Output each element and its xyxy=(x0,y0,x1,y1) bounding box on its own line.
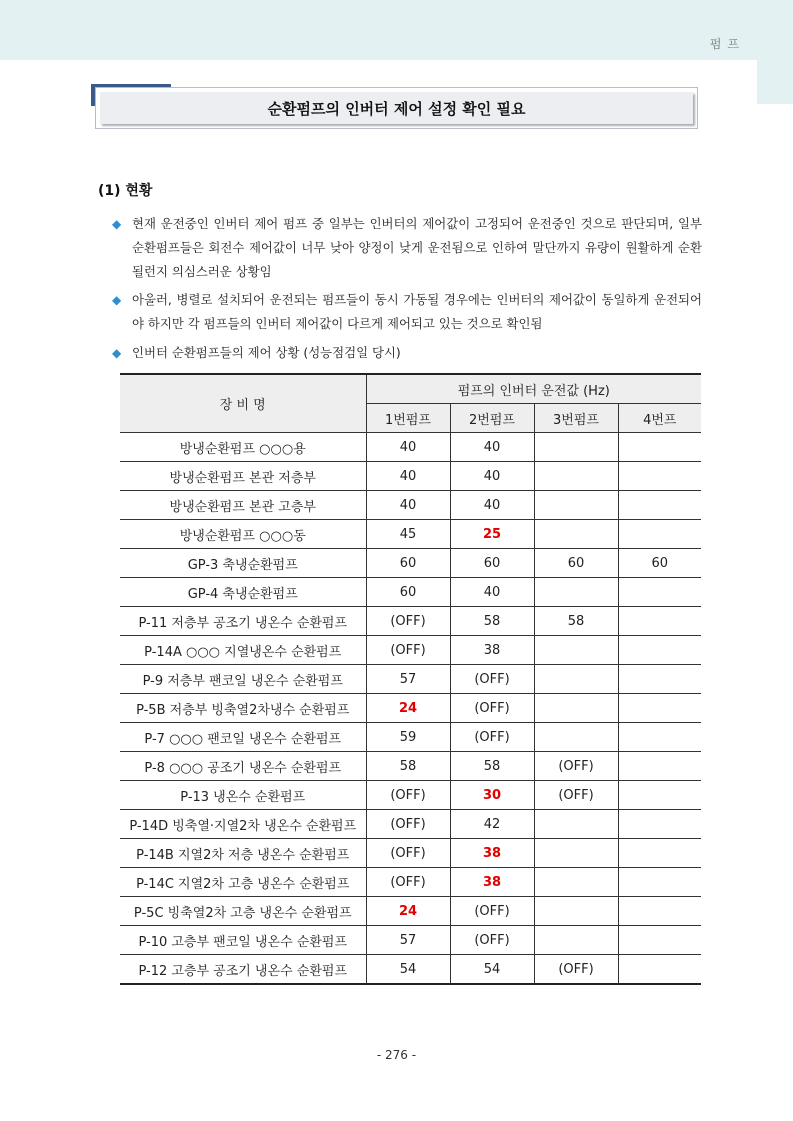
pump-2-value-cell: 38 xyxy=(450,636,534,665)
pump-4-value-cell xyxy=(618,781,701,810)
pump-3-value-cell xyxy=(534,520,618,549)
pump-2-value-cell: 40 xyxy=(450,433,534,462)
bullet-text: 인버터 순환펌프들의 제어 상황 (성능점검일 당시) xyxy=(132,345,401,360)
header-section-label: 펌프 xyxy=(709,37,745,51)
equipment-name-cell: 방냉순환펌프 본관 저층부 xyxy=(120,462,366,491)
pump-4-value-cell: 60 xyxy=(618,549,701,578)
table-row xyxy=(120,607,701,636)
pump-4-value-cell xyxy=(618,955,701,985)
pump-2-value-cell: 60 xyxy=(450,549,534,578)
pump-4-value-cell xyxy=(618,520,701,549)
pump-1-value-cell: (OFF) xyxy=(366,810,450,839)
pump-2-value-cell: 38 xyxy=(450,868,534,897)
bullet-item xyxy=(112,212,702,284)
pump-2-value-cell: 30 xyxy=(450,781,534,810)
equipment-name-cell: P-14B 지열2차 저층 냉온수 순환펌프 xyxy=(120,839,366,868)
pump-1-value-cell: 40 xyxy=(366,433,450,462)
pump-4-value-cell xyxy=(618,839,701,868)
table-row xyxy=(120,491,701,520)
table-row xyxy=(120,839,701,868)
pump-1-value-cell: 24 xyxy=(366,897,450,926)
pump-1-value-cell: 45 xyxy=(366,520,450,549)
equipment-name-cell: 방냉순환펌프 본관 고층부 xyxy=(120,491,366,520)
bullet-text: 아울러, 병렬로 설치되어 운전되는 펌프들이 동시 가동될 경우에는 인버터의 제어값이 동일하게 운전되어야 하지만 각 펌프들의 인버터 제어값이 다르게 제어되고 있는 것으로 확인됨 xyxy=(132,292,702,331)
pump-3-value-cell xyxy=(534,810,618,839)
pump-2-value-cell: (OFF) xyxy=(450,665,534,694)
pump-3-value-cell xyxy=(534,462,618,491)
pump-4-value-cell xyxy=(618,752,701,781)
pump-3-value-cell: (OFF) xyxy=(534,752,618,781)
table-row xyxy=(120,868,701,897)
equipment-name-cell: P-10 고층부 팬코일 냉온수 순환펌프 xyxy=(120,926,366,955)
pump-4-value-cell xyxy=(618,636,701,665)
pump-3-value-cell xyxy=(534,839,618,868)
pump-3-value-cell xyxy=(534,868,618,897)
table-row xyxy=(120,897,701,926)
equipment-name-cell: 방냉순환펌프 ○○○용 xyxy=(120,433,366,462)
pump-1-value-cell: 40 xyxy=(366,491,450,520)
bullet-text: 현재 운전중인 인버터 제어 펌프 중 일부는 인버터의 제어값이 고정되어 운전중인 것으로 판단되며, 일부 순환펌프들은 회전수 제어값이 너무 낮아 양정이 낮게 운전됨으로 인하여 말단까지 유량이 원활하게 순환될런지 의심스러운 상황임 xyxy=(132,216,702,279)
col-header-equipment: 장 비 명 xyxy=(120,374,366,433)
pump-1-value-cell: 57 xyxy=(366,665,450,694)
pump-1-value-cell: 57 xyxy=(366,926,450,955)
pump-2-value-cell: 25 xyxy=(450,520,534,549)
pump-1-value-cell: 40 xyxy=(366,462,450,491)
pump-4-value-cell xyxy=(618,665,701,694)
table-row xyxy=(120,781,701,810)
pump-3-value-cell xyxy=(534,926,618,955)
equipment-name-cell: P-14A ○○○ 지열냉온수 순환펌프 xyxy=(120,636,366,665)
pump-2-value-cell: 40 xyxy=(450,462,534,491)
pump-3-value-cell: 58 xyxy=(534,607,618,636)
pump-4-value-cell xyxy=(618,694,701,723)
table-row xyxy=(120,665,701,694)
pump-1-value-cell: 60 xyxy=(366,549,450,578)
pump-2-value-cell: 38 xyxy=(450,839,534,868)
col-header-pump-1: 1번펌프 xyxy=(366,404,450,433)
pump-1-value-cell: 59 xyxy=(366,723,450,752)
pump-3-value-cell xyxy=(534,694,618,723)
pump-1-value-cell: 60 xyxy=(366,578,450,607)
equipment-name-cell: 방냉순환펌프 ○○○동 xyxy=(120,520,366,549)
pump-4-value-cell xyxy=(618,810,701,839)
pump-4-value-cell xyxy=(618,723,701,752)
pump-3-value-cell xyxy=(534,897,618,926)
pump-3-value-cell: (OFF) xyxy=(534,955,618,985)
pump-4-value-cell xyxy=(618,433,701,462)
pump-4-value-cell xyxy=(618,491,701,520)
page-number: - 276 - xyxy=(376,1048,417,1062)
pump-3-value-cell xyxy=(534,636,618,665)
pump-3-value-cell xyxy=(534,665,618,694)
title-box xyxy=(95,87,698,129)
pump-4-value-cell xyxy=(618,868,701,897)
equipment-name-cell: GP-3 축냉순환펌프 xyxy=(120,549,366,578)
equipment-name-cell: P-9 저층부 팬코일 냉온수 순환펌프 xyxy=(120,665,366,694)
pump-1-value-cell: (OFF) xyxy=(366,607,450,636)
equipment-name-cell: P-12 고층부 공조기 냉온수 순환펌프 xyxy=(120,955,366,985)
pump-2-value-cell: 58 xyxy=(450,752,534,781)
pump-2-value-cell: 40 xyxy=(450,491,534,520)
section-heading: (1) 현황 xyxy=(98,183,153,199)
equipment-name-cell: GP-4 축냉순환펌프 xyxy=(120,578,366,607)
bullet-item xyxy=(112,341,702,365)
equipment-name-cell: P-13 냉온수 순환펌프 xyxy=(120,781,366,810)
table-row xyxy=(120,694,701,723)
pump-3-value-cell xyxy=(534,433,618,462)
table-row xyxy=(120,810,701,839)
pump-2-value-cell: 40 xyxy=(450,578,534,607)
diamond-bullet-icon: ◆ xyxy=(112,217,122,231)
pump-4-value-cell xyxy=(618,607,701,636)
table-row xyxy=(120,462,701,491)
table-row xyxy=(120,636,701,665)
pump-2-value-cell: (OFF) xyxy=(450,897,534,926)
table-row xyxy=(120,752,701,781)
col-header-pump-4: 4번프 xyxy=(618,404,701,433)
pump-3-value-cell xyxy=(534,578,618,607)
pump-1-value-cell: (OFF) xyxy=(366,839,450,868)
pump-3-value-cell: 60 xyxy=(534,549,618,578)
col-header-group: 펌프의 인버터 운전값 (Hz) xyxy=(366,374,701,404)
pump-1-value-cell: (OFF) xyxy=(366,781,450,810)
equipment-name-cell: P-5B 저층부 빙축열2차냉수 순환펌프 xyxy=(120,694,366,723)
col-header-pump-2: 2번펌프 xyxy=(450,404,534,433)
pump-2-value-cell: (OFF) xyxy=(450,926,534,955)
pump-1-value-cell: 58 xyxy=(366,752,450,781)
equipment-name-cell: P-14D 빙축열·지열2차 냉온수 순환펌프 xyxy=(120,810,366,839)
pump-inverter-table xyxy=(120,373,701,985)
pump-2-value-cell: (OFF) xyxy=(450,694,534,723)
bullet-item xyxy=(112,288,702,336)
pump-1-value-cell: 24 xyxy=(366,694,450,723)
equipment-name-cell: P-7 ○○○ 팬코일 냉온수 순환펌프 xyxy=(120,723,366,752)
pump-1-value-cell: (OFF) xyxy=(366,636,450,665)
pump-4-value-cell xyxy=(618,578,701,607)
table-row xyxy=(120,723,701,752)
pump-4-value-cell xyxy=(618,897,701,926)
col-header-pump-3: 3번펌프 xyxy=(534,404,618,433)
equipment-name-cell: P-14C 지열2차 고층 냉온수 순환펌프 xyxy=(120,868,366,897)
equipment-name-cell: P-5C 빙축열2차 고층 냉온수 순환펌프 xyxy=(120,897,366,926)
table-row xyxy=(120,926,701,955)
pump-4-value-cell xyxy=(618,926,701,955)
pump-2-value-cell: 54 xyxy=(450,955,534,985)
pump-3-value-cell: (OFF) xyxy=(534,781,618,810)
pump-4-value-cell xyxy=(618,462,701,491)
diamond-bullet-icon: ◆ xyxy=(112,293,122,307)
table-row xyxy=(120,520,701,549)
table-row xyxy=(120,433,701,462)
side-tab xyxy=(757,60,793,104)
table-row xyxy=(120,578,701,607)
pump-1-value-cell: (OFF) xyxy=(366,868,450,897)
pump-2-value-cell: (OFF) xyxy=(450,723,534,752)
pump-2-value-cell: 58 xyxy=(450,607,534,636)
table-row xyxy=(120,955,701,985)
header-band xyxy=(0,0,793,60)
pump-3-value-cell xyxy=(534,491,618,520)
table-row xyxy=(120,549,701,578)
equipment-name-cell: P-8 ○○○ 공조기 냉온수 순환펌프 xyxy=(120,752,366,781)
equipment-name-cell: P-11 저층부 공조기 냉온수 순환펌프 xyxy=(120,607,366,636)
pump-1-value-cell: 54 xyxy=(366,955,450,985)
pump-2-value-cell: 42 xyxy=(450,810,534,839)
pump-3-value-cell xyxy=(534,723,618,752)
page-title: 순환펌프의 인버터 제어 설정 확인 필요 xyxy=(100,92,693,124)
diamond-bullet-icon: ◆ xyxy=(112,346,122,360)
